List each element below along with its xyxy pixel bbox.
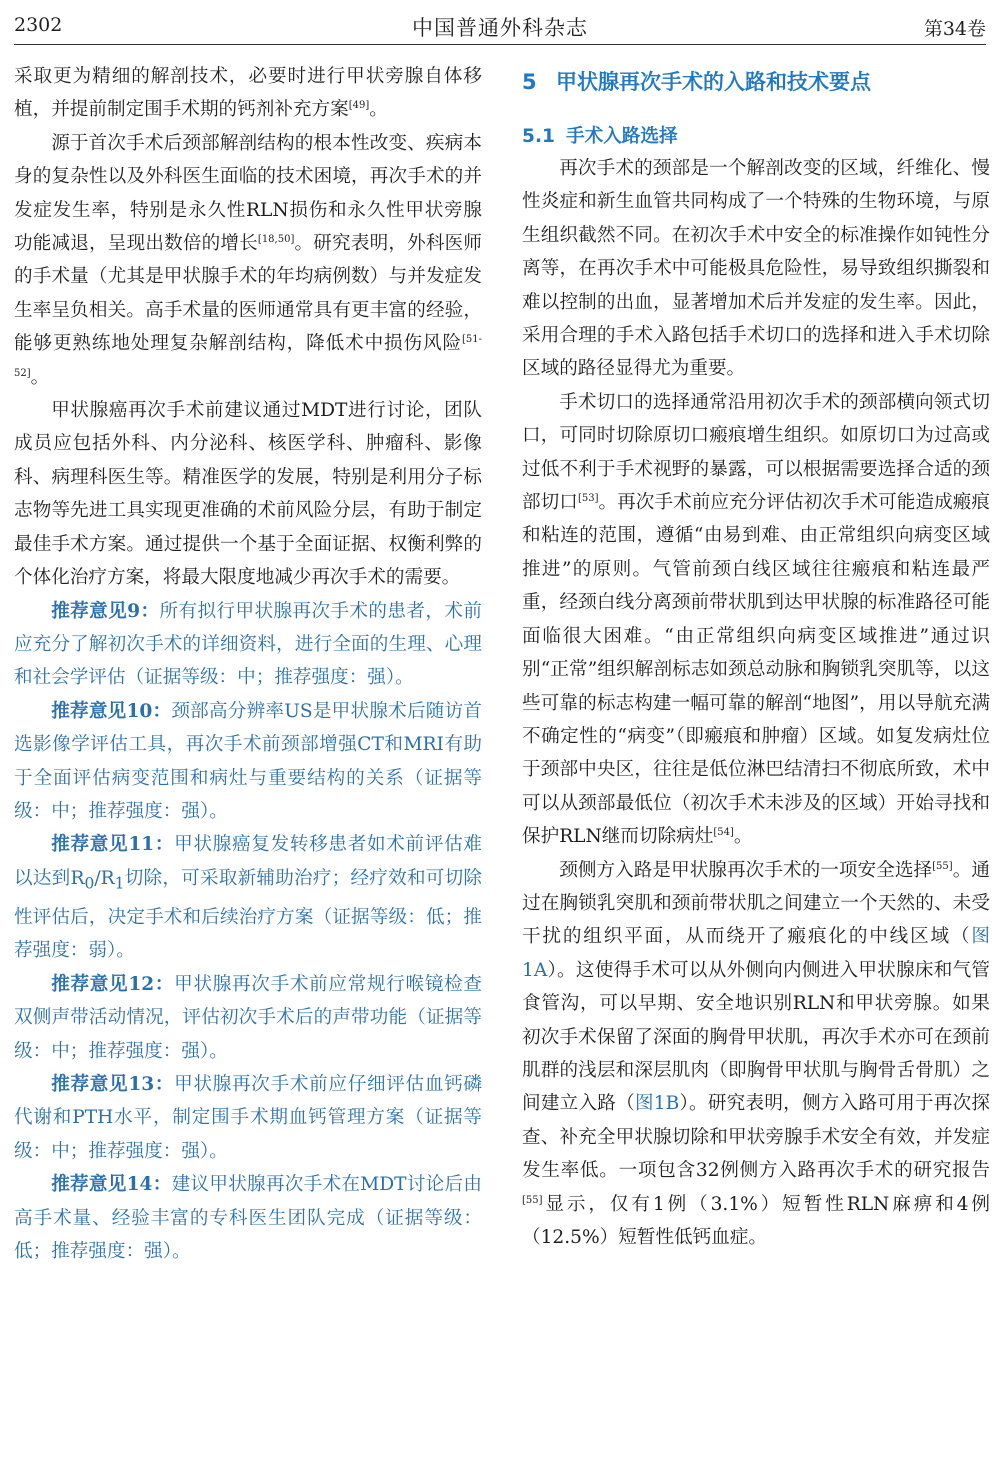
- figure-link[interactable]: 图1A: [522, 926, 990, 981]
- recommendation-14: [14, 1168, 482, 1268]
- section-number: 5: [522, 70, 537, 94]
- figure-link[interactable]: 图1B: [634, 1093, 680, 1115]
- text: 颈侧方入路是甲状腺再次手术的一项安全选择: [559, 859, 933, 881]
- text: 采取更为精细的解剖技术，必要时进行甲状旁腺自体移植，并提前制定围手术期的钙剂补充方案: [14, 66, 482, 121]
- rec-label: 推荐意见12：: [51, 973, 175, 995]
- left-column: [14, 60, 482, 1268]
- subscript: 0: [84, 874, 95, 893]
- rec-label: 推荐意见13：: [51, 1073, 175, 1095]
- subsection-number: 5.1: [522, 126, 555, 147]
- citation: [18,50]: [257, 234, 295, 246]
- citation: [49]: [348, 100, 370, 112]
- text: 。: [30, 366, 50, 388]
- rec-label: 推荐意见9：: [51, 600, 160, 622]
- page-number: 2302: [14, 14, 63, 36]
- paragraph: [14, 127, 482, 394]
- recommendation-9: [14, 595, 482, 695]
- journal-title: 中国普通外科杂志: [412, 16, 588, 40]
- rec-label: 推荐意见10：: [51, 700, 172, 722]
- paragraph: [14, 60, 482, 127]
- text: 手术切口的选择通常沿用初次手术的颈部横向领式切口，可同时切除原切口瘢痕增生组织。如原切口为过高或过低不利于手术视野的暴露，可以根据需要选择合适的颈部切口: [522, 391, 990, 514]
- text: 。: [733, 826, 753, 848]
- citation: [53]: [577, 493, 599, 505]
- citation: [54]: [713, 827, 734, 839]
- rec-text: 甲状腺癌复发转移患者如术前评估难以达到R: [14, 834, 482, 889]
- rec-text: 所有拟行甲状腺再次手术的患者，术前应充分了解初次手术的详细资料，进行全面的生理、心理和社会学评估（证据等级：中；推荐强度：强）。: [14, 600, 482, 689]
- recommendation-10: [14, 695, 482, 829]
- subsection-title: 手术入路选择: [566, 126, 678, 147]
- section-title: 甲状腺再次手术的入路和技术要点: [556, 70, 871, 94]
- citation: [55]: [932, 860, 953, 872]
- citation: [51-52]: [14, 334, 482, 379]
- recommendation-12: [14, 968, 482, 1068]
- paragraph: 再次手术的颈部是一个解剖改变的区域，纤维化、慢性炎症和新生血管共同构成了一个特殊的生物环境，与原生组织截然不同。在初次手术中安全的标准操作如钝性分离等，在再次手术中可能极具危险性，易导致组织撕裂和难以控制的出血，显著增加术后并发症的发生率。因此，采用合理的手术入路包括手术切口的选择和进入手术切除区域的路径显得尤为重要。: [522, 158, 990, 380]
- citation: [55]: [522, 1194, 543, 1206]
- rec-label: 推荐意见14：: [51, 1174, 172, 1196]
- volume-label: 第34卷: [923, 18, 986, 40]
- subscript: 1: [114, 874, 125, 893]
- text: ）。研究表明，侧方入路可用于再次探查、补充全甲状腺切除和甲状旁腺手术安全有效，并发症发生率低。一项包含32例侧方入路再次手术的研究报告: [522, 1093, 990, 1182]
- section-heading: [522, 62, 990, 102]
- paragraph: [522, 854, 990, 1255]
- text: 。再次手术前应充分评估初次手术可能造成瘢痕和粘连的范围，遵循“由易到难、由正常组织向病变区域推进”的原则。气管前颈白线区域往往瘢痕和粘连最严重，经颈白线分离颈前带状肌到达甲状腺的标准路径可能面临很大困难。“由正常组织向病变区域推进”通过识别“正常”组织解剖标志如颈总动脉和胸锁乳突肌等，以这些可靠的标志构建一幅可靠的解剖“地图”，用以导航充满不确定性的“病变”（即瘢痕和肿瘤）区域。如复发病灶位于颈部中央区，往往是低位淋巴结清扫不彻底所致，术中可以从颈部最低位（初次手术未涉及的区域）开始寻找和保护RLN继而切除病灶: [522, 492, 990, 848]
- subsection-heading: [522, 122, 990, 152]
- text: 。研究表明，外科医师的手术量（尤其是甲状腺手术的年均病例数）与并发症发生率呈负相关。高手术量的医师通常具有更丰富的经验，能够更熟练地处理复杂解剖结构，降低术中损伤风险: [14, 233, 482, 355]
- rec-text: 甲状腺再次手术前应仔细评估血钙磷代谢和PTH水平，制定围手术期血钙管理方案（证据等级：中；推荐强度：强）。: [14, 1073, 482, 1162]
- text: ）。这使得手术可以从外侧向内侧进入甲状腺床和气管食管沟，可以早期、安全地识别RLN和甲状旁腺。如果初次手术保留了深面的胸骨甲状肌，再次手术亦可在颈前肌群的浅层和深层肌肉（即胸骨甲状肌与胸骨舌骨肌）之间建立入路（: [522, 959, 990, 1115]
- text: 源于首次手术后颈部解剖结构的根本性改变、疾病本身的复杂性以及外科医生面临的技术困境，再次手术的并发症发生率，特别是永久性RLN损伤和永久性甲状旁腺功能减退，呈现出数倍的增长: [14, 132, 482, 255]
- recommendation-11: [14, 828, 482, 967]
- rec-text: 切除，可采取新辅助治疗；经疗效和可切除性评估后，决定手术和后续治疗方案（证据等级：低；推荐强度：弱）。: [14, 867, 482, 962]
- paragraph: [522, 386, 990, 854]
- page-header: [14, 10, 986, 45]
- rec-text: /R: [94, 867, 115, 889]
- text: 。通过在胸锁乳突肌和颈前带状肌之间建立一个天然的、未受干扰的组织平面，从而绕开了瘢痕化的中线区域（: [522, 859, 990, 948]
- rec-text: 颈部高分辨率US是甲状腺术后随访首选影像学评估工具，再次手术前颈部增强CT和MRI有助于全面评估病变范围和病灶与重要结构的关系（证据等级：中；推荐强度：强）。: [14, 700, 482, 822]
- rec-text: 甲状腺再次手术前应常规行喉镜检查双侧声带活动情况，评估初次手术后的声带功能（证据等级：中；推荐强度：强）。: [14, 973, 482, 1062]
- recommendation-13: [14, 1068, 482, 1168]
- rec-label: 推荐意见11：: [51, 834, 175, 856]
- paragraph: 甲状腺癌再次手术前建议通过MDT进行讨论，团队成员应包括外科、内分泌科、核医学科、肿瘤科、影像科、病理科医生等。精准医学的发展，特别是利用分子标志物等先进工具实现更准确的术前风险分层，有助于制定最佳手术方案。通过提供一个基于全面证据、权衡利弊的个体化治疗方案，将最大限度地减少再次手术的需要。: [14, 400, 482, 589]
- text: 显示，仅有1例（3.1%）短暂性RLN麻痹和4例（12.5%）短暂性低钙血症。: [522, 1193, 990, 1248]
- text: 。: [369, 99, 388, 121]
- rec-text: 建议甲状腺再次手术在MDT讨论后由高手术量、经验丰富的专科医生团队完成（证据等级：低；推荐强度：强）。: [14, 1174, 482, 1262]
- right-column: [522, 60, 990, 1254]
